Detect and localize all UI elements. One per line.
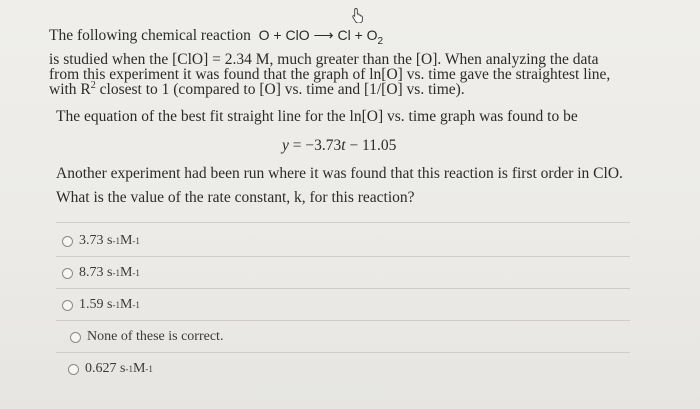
- divider: [56, 256, 630, 257]
- radio-button-icon[interactable]: [70, 332, 81, 343]
- divider: [56, 352, 630, 353]
- question-line-6: Another experiment had been run where it was found that this reaction is first order in ClO.: [56, 165, 623, 182]
- question-intro: The following chemical reaction: [49, 27, 251, 44]
- answer-choice-3[interactable]: 1.59 s -1 M -1: [62, 295, 140, 315]
- hand-pointer-icon: [350, 7, 366, 23]
- choice-unit: M: [119, 265, 133, 280]
- divider: [56, 222, 630, 223]
- choice-text: 1.59 s: [79, 297, 113, 312]
- equation-y: y: [282, 137, 289, 154]
- question-line-4-pre: with R: [49, 81, 91, 98]
- chemical-reaction: [255, 27, 384, 47]
- answer-choice-2[interactable]: 8.73 s -1 M -1: [62, 263, 140, 283]
- choice-unit: M: [119, 297, 133, 312]
- question-line-5: The equation of the best fit straight line for the ln[O] vs. time graph was found to be: [56, 108, 578, 125]
- answer-choice-1[interactable]: 3.73 s -1 M -1: [62, 231, 140, 251]
- best-fit-equation: [282, 137, 396, 155]
- equation-slope: = −3.73: [288, 137, 342, 154]
- radio-button-icon[interactable]: [62, 300, 73, 311]
- choice-text: 0.627 s: [85, 361, 126, 376]
- answer-choice-5[interactable]: 0.627 s -1 M -1: [68, 359, 153, 379]
- reaction-arrow: ⟶: [313, 27, 334, 43]
- reaction-reactants: O + ClO: [258, 27, 310, 43]
- choice-text: None of these is correct.: [87, 329, 224, 344]
- reaction-products: Cl + O: [337, 27, 378, 43]
- equation-t: t: [341, 137, 346, 154]
- equation-intercept: − 11.05: [345, 137, 397, 154]
- r-squared-superscript: 2: [90, 79, 96, 91]
- choice-unit: M: [132, 361, 146, 376]
- question-line-7: What is the value of the rate constant, k, for this reaction?: [56, 189, 415, 206]
- choice-text: 3.73 s: [79, 233, 113, 248]
- question-line-4: [49, 81, 465, 99]
- divider: [56, 288, 630, 289]
- question-line-4-post: closest to 1 (compared to [O] vs. time and [1/[O] vs. time).: [95, 81, 465, 98]
- radio-button-icon[interactable]: [62, 236, 73, 247]
- divider: [56, 320, 630, 321]
- question-intro-line: [49, 27, 383, 45]
- question-line-2: is studied when the [ClO] = 2.34 M, much greater than the [O]. When analyzing the data: [49, 51, 599, 68]
- choice-unit: M: [119, 233, 133, 248]
- radio-button-icon[interactable]: [68, 364, 79, 375]
- answer-choice-4[interactable]: [70, 327, 223, 347]
- question-line-3: from this experiment it was found that the graph of ln[O] vs. time gave the straightest line,: [49, 66, 611, 83]
- choice-text: 8.73 s: [79, 265, 113, 280]
- reaction-products-subscript: 2: [377, 35, 384, 47]
- radio-button-icon[interactable]: [62, 268, 73, 279]
